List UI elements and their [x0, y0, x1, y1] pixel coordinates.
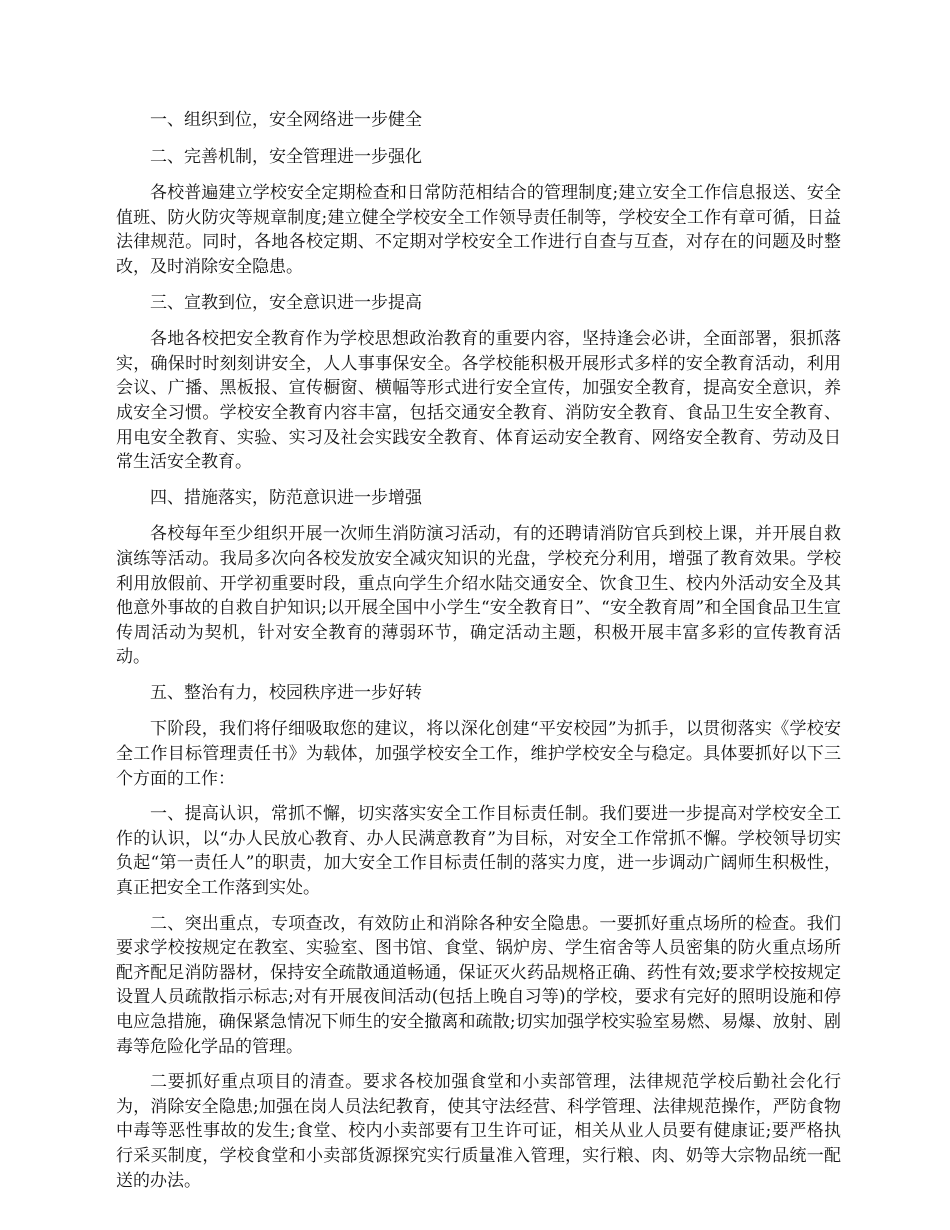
- document-body: [116, 108, 841, 1204]
- paragraph-key-projects: 二要抓好重点项目的清查。要求各校加强食堂和小卖部管理，法律规范学校后勤社会化行为，消除安全隐患;加强在岗人员法纪教育，使其守法经营、科学管理、法律规范操作，严防食物中毒等恶性事故的发生;食堂、校内小卖部要有卫生许可证，相关从业人员要有健康证;要严格执行采买制度，学校食堂和小卖部货源探究实行质量准入管理，实行粮、肉、奶等大宗物品统一配送的办法。: [116, 1072, 841, 1191]
- paragraph-fire-drills: 各校每年至少组织开展一次师生消防演习活动，有的还聘请消防官兵到校上课，并开展自救演练等活动。我局多次向各校发放安全减灾知识的光盘，学校充分利用，增强了教育效果。学校利用放假前、开学初重要时段，重点向学生介绍水陆交通安全、饮食卫生、校内外活动安全及其他意外事故的自救自护知识;以开展全国中小学生“安全教育日”、“安全教育周”和全国食品卫生宣传周活动为契机，针对安全教育的薄弱环节，确定活动主题，积极开展丰富多彩的宣传教育活动。: [116, 524, 841, 668]
- section-heading-1: 一、组织到位，安全网络进一步健全: [150, 110, 422, 130]
- section-heading-2: 二、完善机制，安全管理进一步强化: [150, 146, 422, 167]
- paragraph-management-system: 各校普遍建立学校安全定期检查和日常防范相结合的管理制度;建立安全工作信息报送、安全值班、防火防灾等规章制度;建立健全学校安全工作领导责任制等，学校安全工作有章可循，日益法律规范。同时，各地各校定期、不定期对学校安全工作进行自查与互查，对存在的问题及时整改，及时消除安全隐患。: [116, 183, 841, 277]
- paragraph-raise-awareness: 一、提高认识，常抓不懈，切实落实安全工作目标责任制。我们要进一步提高对学校安全工作的认识，以“办人民放心教育、办人民满意教育”为目标，对安全工作常抓不懈。学校领导切实负起“第一责任人”的职责，加大安全工作目标责任制的落实力度，进一步调动广阔师生积极性，真正把安全工作落到实处。: [116, 804, 841, 899]
- paragraph-safety-education: 各地各校把安全教育作为学校思想政治教育的重要内容，坚持逢会必讲，全面部署，狠抓落实，确保时时刻刻讲安全，人人事事保安全。各学校能积极开展形式多样的安全教育活动，利用会议、广播、黑板报、宣传橱窗、横幅等形式进行安全宣传，加强安全教育，提高安全意识，养成安全习惯。学校安全教育内容丰富，包括交通安全教育、消防安全教育、食品卫生安全教育、用电安全教育、实验、实习及社会实践安全教育、体育运动安全教育、网络安全教育、劳动及日常生活安全教育。: [116, 329, 841, 473]
- paragraph-key-places: 二、突出重点，专项查改，有效防止和消除各种安全隐患。一要抓好重点场所的检查。我们要求学校按规定在教室、实验室、图书馆、食堂、锅炉房、学生宿舍等人员密集的防火重点场所配齐配足消防器材，保持安全疏散通道畅通，保证灭火药品规格正确、药性有效;要求学校按规定设置人员疏散指示标志;对有开展夜间活动(包括上晚自习等)的学校，要求有完好的照明设施和停电应急措施，确保紧急情况下师生的安全撤离和疏散;切实加强学校实验室易燃、易爆、放射、剧毒等危险化学品的管理。: [116, 913, 841, 1057]
- paragraph-next-stage: 下阶段，我们将仔细吸取您的建议，将以深化创建“平安校园”为抓手，以贯彻落实《学校安全工作目标管理责任书》为载体，加强学校安全工作，维护学校安全与稳定。具体要抓好以下三个方面的工作：: [116, 719, 841, 789]
- section-heading-3: 三、宣教到位，安全意识进一步提高: [150, 292, 422, 313]
- section-heading-5: 五、整治有力，校园秩序进一步好转: [150, 682, 422, 703]
- section-heading-4: 四、措施落实，防范意识进一步增强: [150, 487, 422, 508]
